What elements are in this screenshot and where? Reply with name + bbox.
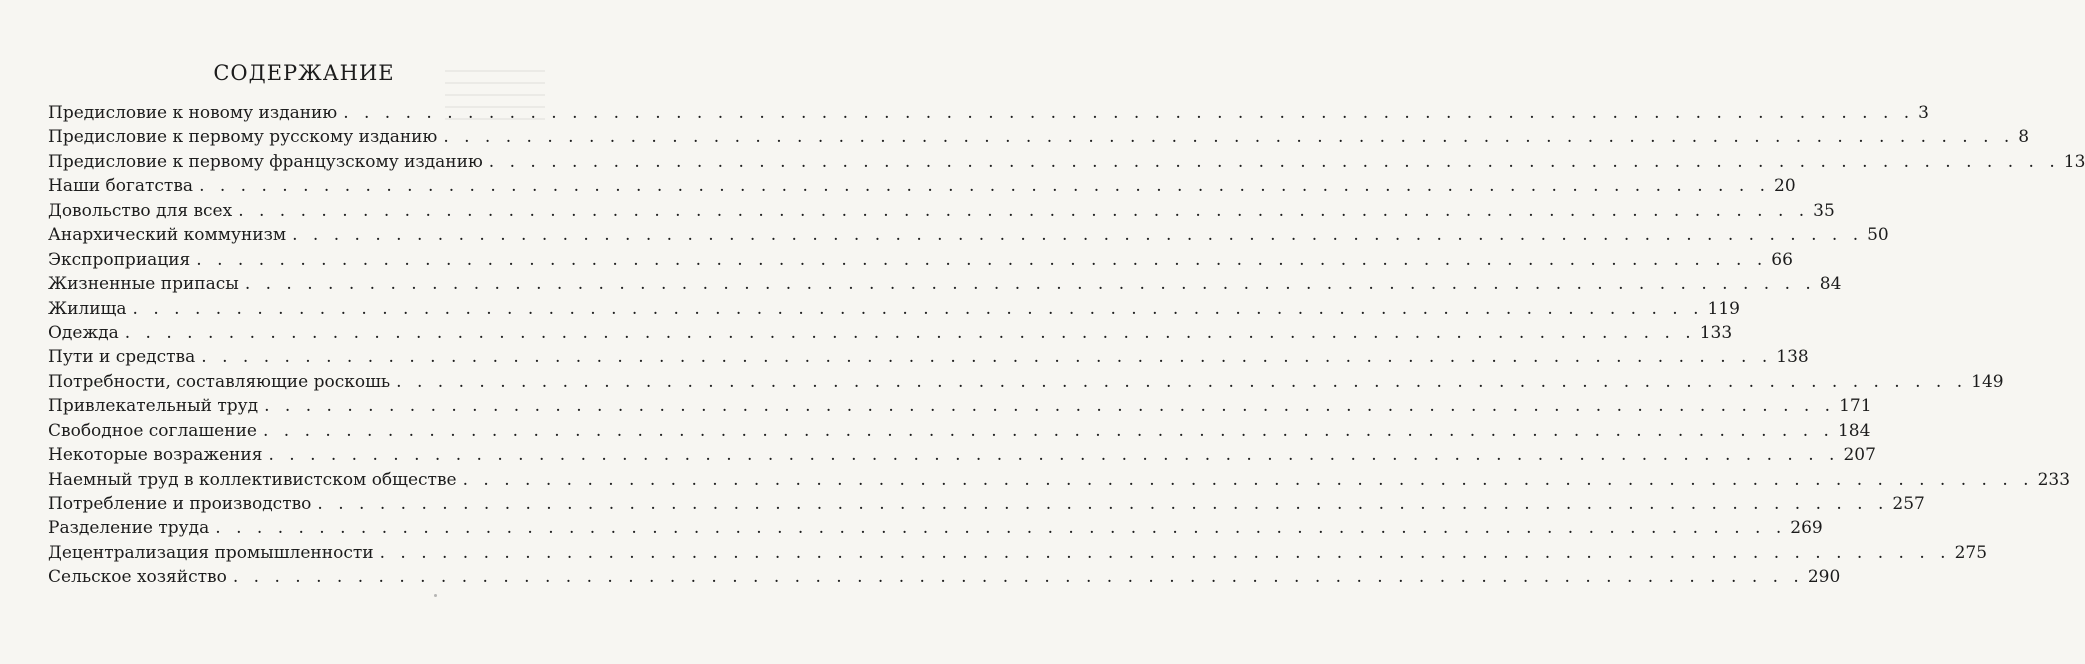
toc-entry: [48, 272, 1842, 296]
toc-leader-dots: [196, 248, 1767, 272]
toc-leader-dots: [125, 321, 1696, 345]
toc-page-number: 3: [1918, 103, 1929, 123]
toc-entry: [48, 565, 1841, 589]
toc-leader-dots: [215, 516, 1786, 540]
toc-entry-title: Довольство для всех: [48, 200, 233, 221]
toc-leader-dots: [238, 199, 1809, 223]
toc-entry: [48, 321, 1733, 345]
table-of-contents: [48, 101, 2085, 590]
toc-leader-dots: [380, 541, 1951, 565]
toc-page-number: 84: [1819, 274, 1842, 295]
toc-page-number: 138: [1776, 347, 1809, 368]
toc-entry-title: Предисловие к первому французскому изданию: [48, 151, 483, 172]
toc-leader-dots: [201, 345, 1772, 369]
toc-entry-title: Некоторые возражения: [48, 445, 263, 466]
toc-entry-title: Децентрализация промышленности: [48, 542, 374, 563]
toc-entry-title: Одежда: [48, 322, 119, 343]
toc-entry-title: Наши богатства: [48, 176, 194, 197]
toc-entry-title: Разделение труда: [48, 518, 210, 539]
toc-entry-title: Предисловие к первому русскому изданию: [48, 127, 438, 148]
toc-entry-title: Свободное соглашение: [48, 420, 257, 441]
toc-entry-title: Привлекательный труд: [48, 396, 259, 417]
toc-entry-title: Экспроприация: [48, 249, 191, 270]
toc-leader-dots: [199, 174, 1770, 198]
toc-entry: [48, 419, 1871, 443]
toc-page-number: 119: [1707, 298, 1740, 319]
toc-page-number: 20: [1774, 176, 1796, 197]
toc-entry-title: Сельское хозяйство: [48, 567, 227, 588]
toc-entry-title: Наемный труд в коллективистском обществе: [48, 469, 457, 490]
toc-entry: [48, 492, 1925, 516]
toc-entry-title: Предисловие к новому изданию: [48, 103, 338, 123]
toc-leader-dots: [489, 150, 2060, 174]
toc-leader-dots: [463, 468, 2034, 492]
toc-page-number: 207: [1843, 445, 1876, 466]
toc-page-number: 8: [2018, 127, 2030, 148]
toc-entry: [48, 516, 1823, 540]
toc-leader-dots: [264, 394, 1835, 418]
toc-entry: [48, 370, 2004, 394]
toc-leader-dots: [317, 492, 1888, 516]
toc-entry: [48, 248, 1793, 272]
toc-entry: [48, 541, 1988, 565]
toc-entry: [48, 394, 1872, 418]
toc-page-number: 13: [2063, 151, 2085, 172]
toc-entry: [48, 199, 1835, 223]
toc-leader-dots: [443, 125, 2014, 149]
toc-entry-title: Анархический коммунизм: [48, 225, 287, 246]
toc-page-number: 50: [1867, 225, 1889, 246]
toc-page-number: 233: [2037, 469, 2071, 490]
toc-leader-dots: [133, 297, 1704, 321]
toc-page-number: 171: [1839, 396, 1872, 417]
toc-entry: [48, 101, 1929, 125]
paper-speck: [434, 594, 437, 597]
toc-entry-title: Жилища: [48, 298, 127, 319]
toc-page-number: 133: [1699, 322, 1733, 343]
toc-page-number: 66: [1771, 249, 1793, 270]
toc-page-number: 275: [1954, 542, 1988, 563]
toc-entry-title: Потребности, составляющие роскошь: [48, 371, 391, 392]
toc-entry-title: Потребление и производство: [48, 494, 312, 514]
toc-leader-dots: [233, 565, 1804, 589]
toc-entry-title: Пути и средства: [48, 347, 196, 368]
toc-page-number: 269: [1790, 518, 1823, 539]
toc-entry: [48, 297, 1740, 321]
toc-page-number: 257: [1892, 494, 1925, 514]
toc-page-number: 149: [1971, 371, 2004, 392]
toc-entry: [48, 443, 1876, 467]
toc-entry: [48, 174, 1796, 198]
toc-entry: [48, 345, 1809, 369]
toc-leader-dots: [245, 272, 1816, 296]
toc-page-number: 184: [1837, 420, 1871, 441]
toc-page-number: 290: [1807, 567, 1841, 588]
toc-entry: [48, 468, 2071, 492]
toc-page-number: 35: [1813, 200, 1835, 221]
toc-entry: [48, 150, 2085, 174]
toc-leader-dots: [292, 223, 1863, 247]
toc-leader-dots: [268, 443, 1839, 467]
toc-leader-dots: [263, 419, 1834, 443]
toc-leader-dots: [343, 101, 1914, 125]
toc-entry-title: Жизненные припасы: [48, 274, 239, 295]
toc-entry: [48, 223, 1889, 247]
toc-entry: [48, 125, 2030, 149]
page-title: СОДЕРЖАНИЕ: [213, 61, 395, 85]
toc-leader-dots: [396, 370, 1967, 394]
